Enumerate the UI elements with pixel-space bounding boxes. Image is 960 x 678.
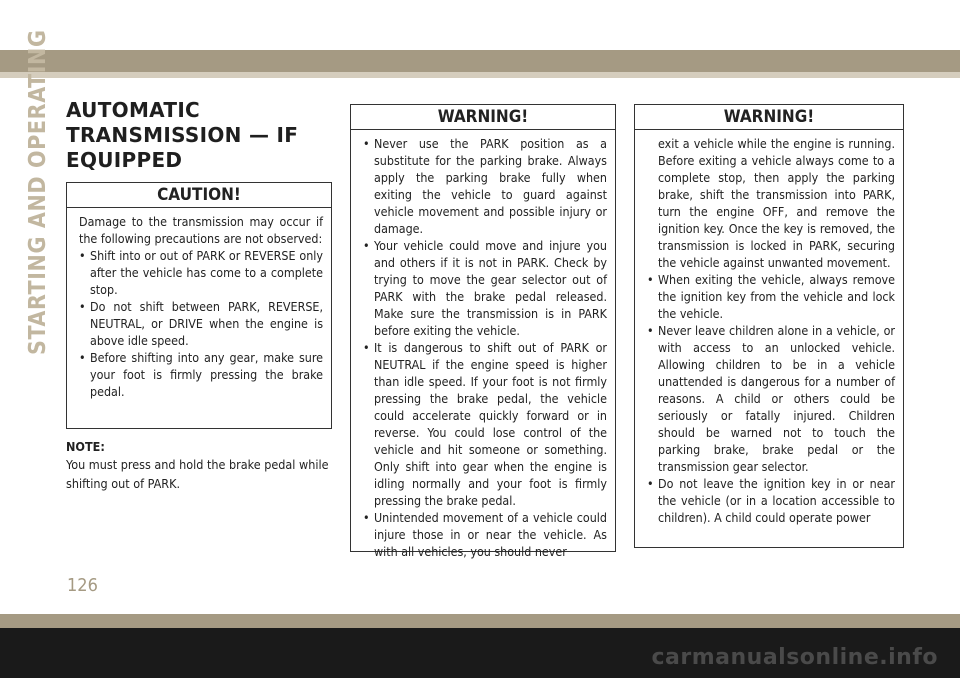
title-line-1: AUTOMATIC xyxy=(66,98,201,122)
caution-item: • Before shifting into any gear, make sure your foot is firmly pressing the brake pedal. xyxy=(79,349,323,400)
top-decorative-band xyxy=(0,50,960,72)
top-decorative-band-light xyxy=(0,72,960,78)
warning-heading-1: WARNING! xyxy=(351,105,615,130)
title-line-3: EQUIPPED xyxy=(66,148,183,172)
caution-item: • Do not shift between PARK, REVERSE, NEUTRAL, or DRIVE when the engine is above idle speed. xyxy=(79,298,323,349)
warning-list-2 xyxy=(647,271,895,526)
caution-intro: Damage to the transmission may occur if the following precautions are not observed: xyxy=(79,214,323,246)
warning-item: • It is dangerous to shift out of PARK or NEUTRAL if the engine speed is higher than idle speed. If your foot is not firmly pressing the brake pedal, the vehicle could accelerate quickly forward or in reverse. You could lose control of the vehicle and hit someone or something. Only shift into gear when the engine is idling normally and your foot is firmly pressing the brake pedal. xyxy=(363,339,607,509)
warning-body-1 xyxy=(351,130,615,560)
warning-body-2 xyxy=(635,130,903,526)
caution-heading: CAUTION! xyxy=(67,183,331,208)
title-line-2: TRANSMISSION — IF xyxy=(66,123,299,147)
section-side-label: STARTING AND OPERATING xyxy=(25,29,51,355)
warning-item: • Do not leave the ignition key in or near the vehicle (or in a location accessible to children). A child could operate power xyxy=(647,475,895,526)
warning-item: • Never use the PARK position as a substitute for the parking brake. Always apply the parking brake fully when exiting the vehicle to guard against vehicle movement and possible injury or damage. xyxy=(363,135,607,237)
caution-item: • Shift into or out of PARK or REVERSE only after the vehicle has come to a complete stop. xyxy=(79,247,323,298)
warning-item: • Unintended movement of a vehicle could injure those in or near the vehicle. As with all vehicles, you should never xyxy=(363,509,607,560)
warning-heading-2: WARNING! xyxy=(635,105,903,130)
warning-item: • When exiting the vehicle, always remove the ignition key from the vehicle and lock the vehicle. xyxy=(647,271,895,322)
section-title xyxy=(66,98,336,173)
caution-body xyxy=(67,208,331,400)
warning-box-1 xyxy=(350,104,616,559)
caution-box xyxy=(66,182,332,429)
warning-item: • Never leave children alone in a vehicle, or with access to an unlocked vehicle. Allowing children to be in a vehicle unattended is dangerous for a number of reasons. A child or others could be seriously or fatally injured. Children should be warned not to touch the parking brake, brake pedal or the transmission gear selector. xyxy=(647,322,895,475)
warning-list-1 xyxy=(363,135,607,560)
caution-list xyxy=(79,247,323,400)
page-number: 126 xyxy=(67,575,98,596)
warning-item: • Your vehicle could move and injure you and others if it is not in PARK. Check by trying to move the gear selector out of PARK with the brake pedal released. Make sure the transmission is in PARK before exiting the vehicle. xyxy=(363,237,607,339)
note-text: You must press and hold the brake pedal while shifting out of PARK. xyxy=(66,457,329,491)
watermark-text: carmanualsonline.info xyxy=(651,645,938,670)
warning-continuation: exit a vehicle while the engine is running. Before exiting a vehicle always come to a complete stop, then apply the parking brake, shift the transmission into PARK, turn the engine OFF, and remove the ignition key. Once the key is removed, the transmission is locked in PARK, securing the vehicle against unwanted movement. xyxy=(658,136,895,270)
bottom-decorative-band xyxy=(0,614,960,628)
warning-box-2 xyxy=(634,104,904,548)
note-label: NOTE: xyxy=(66,439,105,454)
